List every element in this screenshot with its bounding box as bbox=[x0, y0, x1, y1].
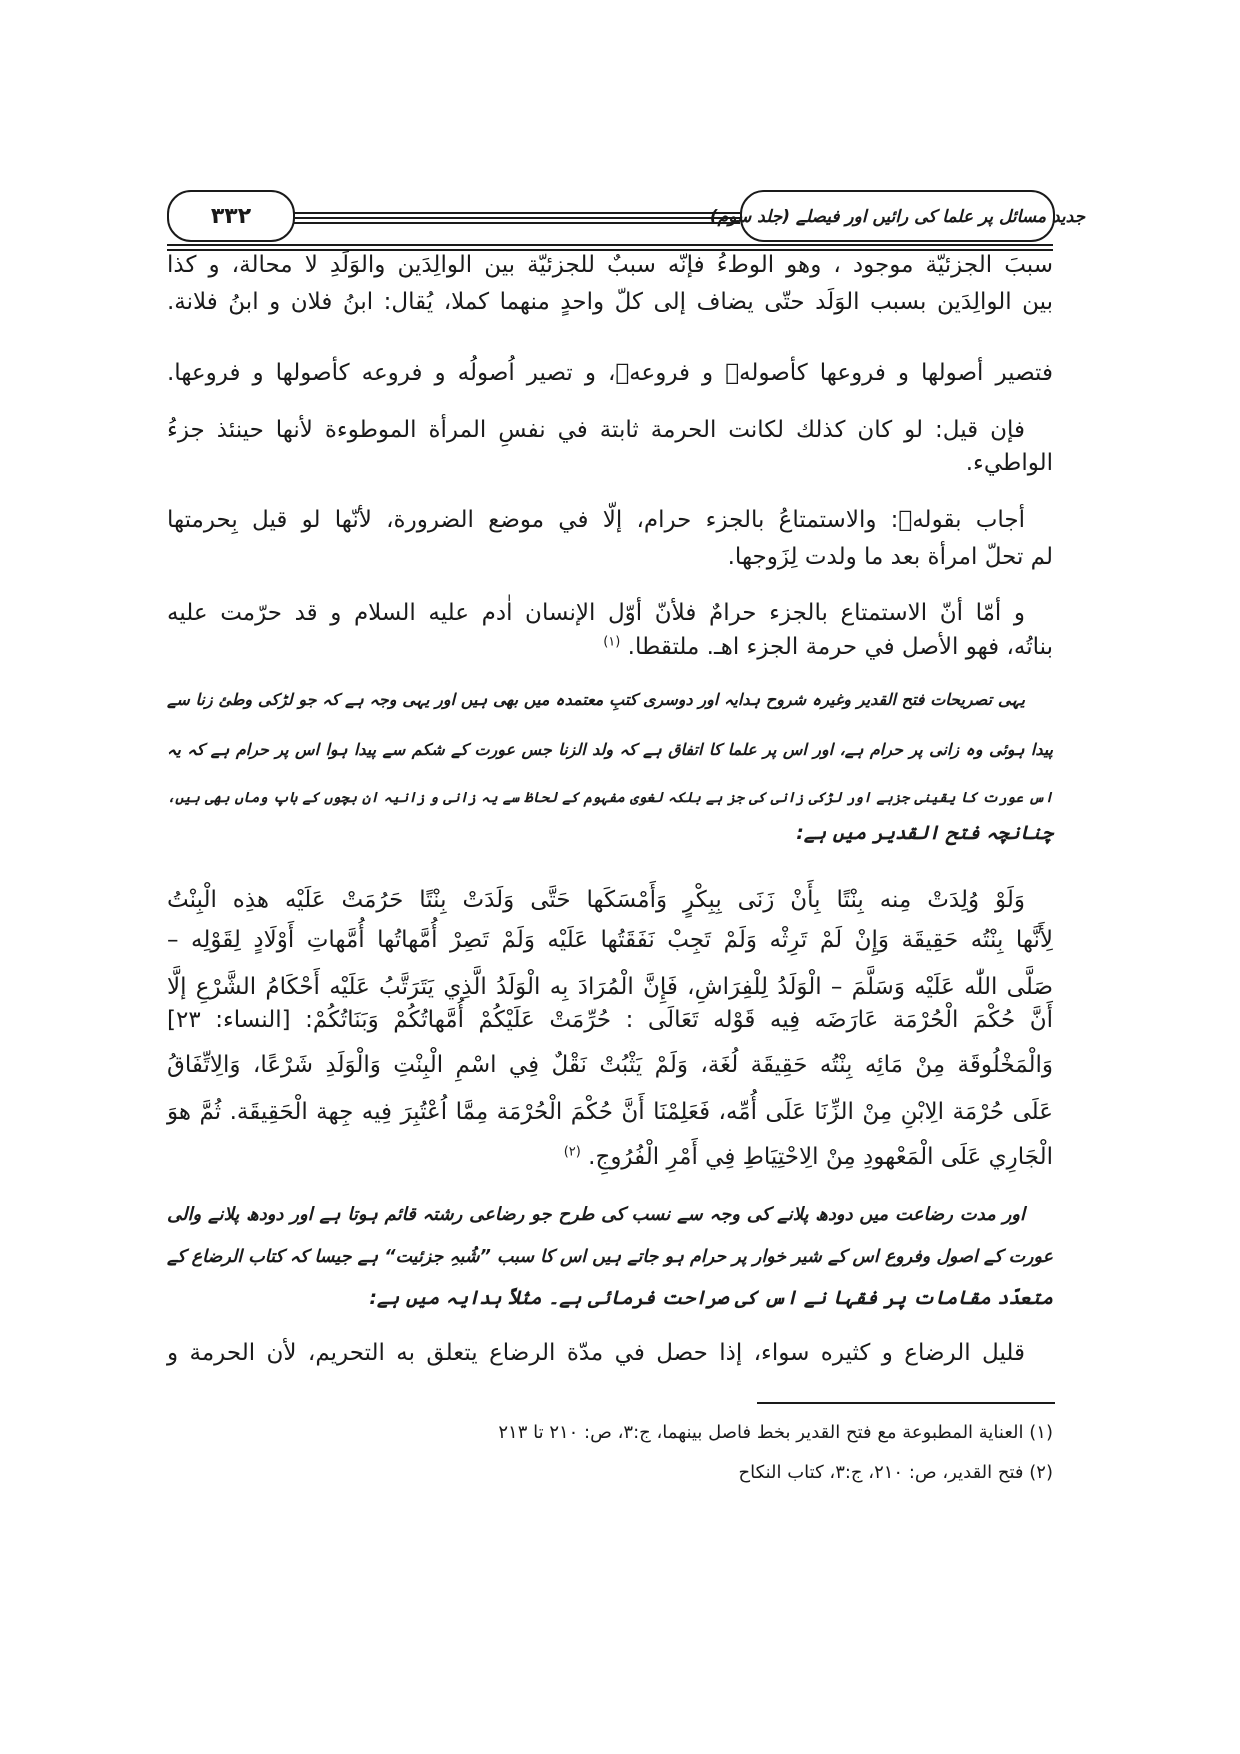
header-rule bbox=[293, 212, 740, 214]
text-line: و أمّا أنّ الاستمتاع بالجزء حرامٌ فلأنّ أوّل الإنسان اٰدم عليه السلام و قد حرّمت عليه bbox=[167, 600, 1025, 626]
text-line: لم تحلّ امرأة بعد ما ولدت لِزَوجها. bbox=[727, 544, 1053, 570]
text-segment: الْجَارِي عَلَى الْمَعْهودِ مِنْ الِاحْتِيَاطِ فِي أَمْرِ الْفُرُوجِ. bbox=[588, 1144, 1053, 1170]
text-line: الواطيء. bbox=[965, 450, 1053, 476]
urdu-line: پیدا ہوئی وہ زانی پر حرام ہے، اور اس پر علما کا اتفاق ہے کہ ولد الزنا جس عورت کے شکم سے پیدا ہوا اس پر حرام ہے کہ یہ bbox=[167, 740, 1053, 759]
text-line: سببَ الجزئيّة موجود ، وهو الوطءُ فإنّه سببٌ للجزئيّة بين الوالِدَين والوَلَدِ لا محالة، و كذا bbox=[167, 252, 1053, 278]
quote-line: أَنَّ حُكْمَ الْحُرْمَة عَارَضَه فِيه قَوْله تَعَالَى : حُرِّمَتْ عَلَيْكُمْ أُمَّهاتُكُمْ وَبَنَاتُكُمْ: [النساء: ٢٣] bbox=[167, 1007, 1053, 1033]
footnote-marker: (١) bbox=[1029, 1422, 1053, 1443]
quote-line: صَلَّى اللّٰه عَلَيْه وَسَلَّمَ – الْوَلَدُ لِلْفِرَاشِ، فَإِنَّ الْمُرَادَ بِه الْوَلَدُ الَّذِي يَتَرَتَّبُ عَلَيْه أَحْكَامُ الشَّرْعِ إلَّا bbox=[167, 974, 1053, 1000]
text-line: قليل الرضاع و كثيره سواء، إذا حصل في مدّة الرضاع يتعلق به التحريم، لأن الحرمة و bbox=[167, 1340, 1025, 1366]
quote-line bbox=[167, 1137, 1053, 1177]
footnote-separator bbox=[757, 1402, 1055, 1404]
quote-line: وَالْمَخْلُوقَة مِنْ مَائِه بِنْتُه حَقِيقَة لُغَة، وَلَمْ يَثْبُتْ نَقْلٌ فِي اسْمِ الْبِنْتِ وَالْوَلَدِ شَرْعًا، وَالِاتِّفَاقُ bbox=[167, 1052, 1053, 1078]
text-line: فتصير أصولها و فروعها كأصولهٖ و فروعهٖ، و تصير اُصولُه و فروعه كأصولها و فروعها. bbox=[167, 360, 1053, 386]
header-rule bbox=[293, 222, 740, 224]
urdu-line: اور مدت رضاعت میں دودھ پلانے کی وجہ سے نسب کی طرح جو رضاعی رشتہ قائم ہوتا ہے اور دودھ پلانے والی bbox=[167, 1204, 1025, 1225]
footnote-ref-2[interactable]: (٢) bbox=[563, 1144, 581, 1160]
book-title: جدید مسائل پر علما کی رائیں اور فیصلے (جلد سوم) bbox=[709, 206, 1086, 227]
urdu-line: چنانچہ فتح القدیر میں ہے: bbox=[796, 822, 1053, 844]
footnote-2 bbox=[400, 1456, 1053, 1490]
quote-line: عَلَى حُرْمَة الِابْنِ مِنْ الزِّنَا عَلَى أُمِّه، فَعَلِمْنَا أَنَّ حُكْمَ الْحُرْمَة مِمَّا اُعْتُبِرَ فِيه جِهة الْحَقِيقَة. ثُمَّ هوَ bbox=[167, 1099, 1053, 1125]
footnote-1 bbox=[400, 1416, 1053, 1450]
running-header-title bbox=[709, 190, 1086, 242]
quote-line: وَلَوْ وُلِدَتْ مِنه بِنْتًا بِأَنْ زَنَى بِبِكْرٍ وَأَمْسَكَها حَتَّى وَلَدَتْ بِنْتًا حَرُمَتْ عَلَيْه هذِه الْبِنْتُ bbox=[167, 887, 1025, 913]
text-line: بين الوالِدَين بسبب الوَلَد حتّى يضاف إلى كلّ واحدٍ منهما كملا، يُقال: ابنُ فلان و ابنُ فلانة. bbox=[167, 289, 1053, 315]
quote-line: لِأَنَّها بِنْتُه حَقِيقَة وَإِنْ لَمْ تَرِثْه وَلَمْ تَجِبْ نَفَقَتُها عَلَيْه وَلَمْ تَصِرْ أُمَّهاتُها أُمَّهاتِ أَوْلَادٍ لِقَوْلِه – bbox=[167, 927, 1053, 953]
urdu-line: اس عورت کا یقینی جزہے اور لڑکی زانی کی جز ہے بلکہ لغوی مفہوم کے لحاظ سے یہ زانی و زانیہ ان بچوں کے باپ وماں بھی ہیں، bbox=[167, 790, 1053, 806]
footnote-ref-1[interactable]: (١) bbox=[603, 634, 621, 650]
text-line bbox=[167, 627, 1053, 667]
urdu-line: متعدّد مقامات پر فقہا نے اس کی صراحت فرمائی ہے۔ مثلاً ہدایہ میں ہے: bbox=[369, 1287, 1053, 1309]
page-number bbox=[167, 190, 295, 242]
text-line: أجاب بقولهٖ: والاستمتاعُ بالجزء حرام، إلّا في موضع الضرورة، لأنّها لو قيل بِحرمتها bbox=[167, 507, 1025, 533]
urdu-line: یہی تصریحات فتح القدیر وغیرہ شروح ہدایہ اور دوسری کتبِ معتمدہ میں بھی ہیں اور یہی وجہ ہے کہ جو لڑکی وطئ زنا سے bbox=[167, 690, 1025, 709]
text-line: فإن قيل: لو كان كذلك لكانت الحرمة ثابتة في نفسِ المرأة الموطوءة لأنها حينئذ جزءُ bbox=[167, 417, 1025, 443]
footnote-text: العناية المطبوعة مع فتح القدير بخط فاصل بينهما، ج:٣، ص: ٢١٠ تا ٢١٣ bbox=[498, 1422, 1024, 1443]
text-segment: بناتُه، فهو الأصل في حرمة الجزء اهـ. ملتقطا. bbox=[627, 634, 1053, 660]
page-number-text: ٣٣٢ bbox=[210, 203, 252, 229]
footnote-text: فتح القدير، ص: ٢١٠، ج:٣، كتاب النكاح bbox=[738, 1462, 1024, 1483]
urdu-line: عورت کے اصول وفروع اس کے شیر خوار پر حرام ہو جاتے ہیں اس کا سبب ”شُبہِ جزئیت“ ہے جیسا کہ کتاب الرضاع کے bbox=[167, 1247, 1053, 1267]
footnote-marker: (٢) bbox=[1029, 1462, 1053, 1483]
header-rule bbox=[293, 217, 740, 219]
